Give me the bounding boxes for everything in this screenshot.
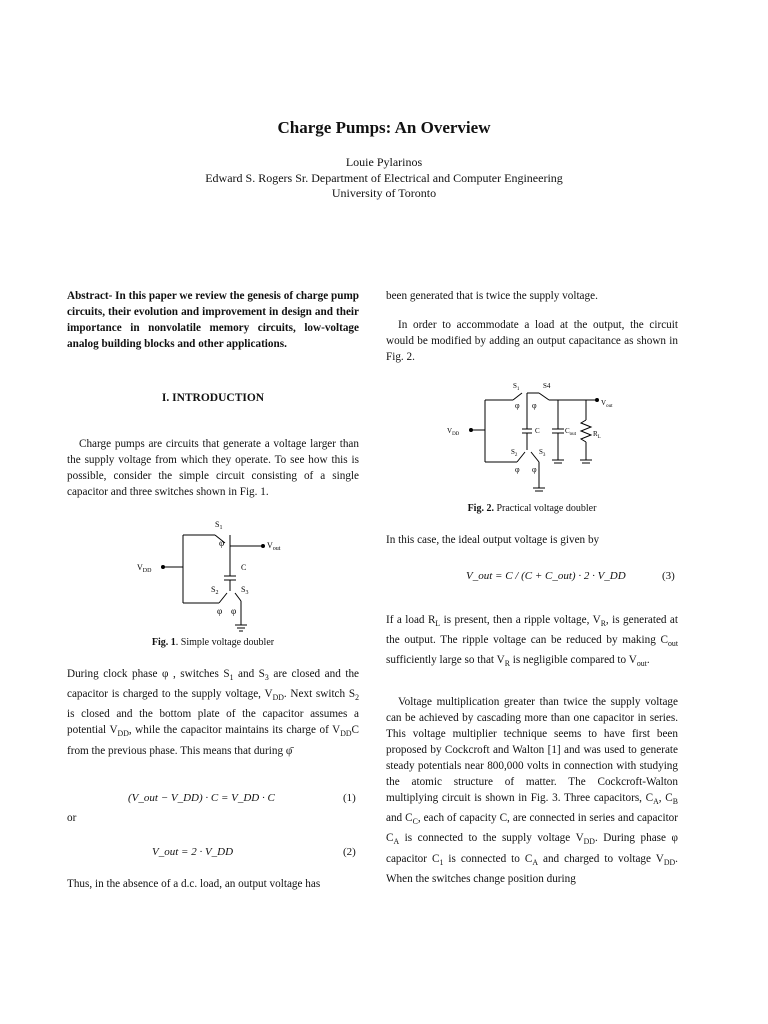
fig1-label-s2: $S_2$ [211,585,219,596]
doubled-voltage-paragraph [67,876,359,892]
fig1-caption-label: Fig. 1 [151,637,176,648]
fig1-label-vout: $V_{out}$ [267,541,281,552]
fig1-label-vdd: $V_{DD}$ [137,563,152,574]
fig1-phi-s1: φ [219,538,225,548]
fig1-switch-s3 [235,593,241,601]
equation-2-number: (2) [343,846,356,858]
equation-3-number: (3) [662,570,675,582]
doubled-voltage-text: Thus, in the absence of a d.c. load, an output voltage has [67,878,321,890]
fig2-label-c: C [535,427,540,435]
figure-1-circuit [135,515,305,635]
equation-3: V_out = C / (C + C_out) · 2 · V_DD [466,570,626,582]
section-introduction-heading: I. INTRODUCTION [161,392,265,404]
fig2-switch-s4 [539,393,549,400]
fig2-resistor-zigzag [581,420,591,442]
or-word: or [67,812,77,824]
multiplication-paragraph: Voltage multiplication greater than twice the supply voltage can be achieved by cascading more than one capacitor in series. This voltage multiplier technique seems to have first been proposed by Cockcroft and Walton [1] and was used to generate steady potentials near 800,000 volts in connection with studying the atomic structure of matter. The Cockcroft-Walton multiplying circuit is shown in Fig. 3. Three capacitors, $C_A$, $C_B$ and $C_C$, each of capacity C, are connected in series and capacitor $C_A$ is connected to the supply voltage $V_{DD}$. During phase φ capacitor $C_1$ is connected to $C_A$ and charged to voltage $V_{DD}$. When the switches change position during [386,696,678,885]
fig2-label-s2: $S_2$ [511,448,518,458]
fig1-vdd-terminal [161,565,165,569]
right-top-text: been generated that is twice the supply voltage. [386,290,598,302]
equation-1-number: (1) [343,792,356,804]
intro-paragraph [67,436,359,500]
fig1-wires [163,535,263,631]
fig2-caption-label: Fig. 2. [467,503,494,514]
paper-title: Charge Pumps: An Overview [277,118,491,137]
fig1-phi-s3: φ [231,606,237,616]
author-name: Louie Pylarinos [345,155,423,169]
fig2-switch-s2 [517,452,525,462]
case-paragraph [386,532,678,548]
clock-phase-paragraph: During clock phase φ , switches $S_1$ and $S_3$ are closed and the capacitor is charged to the supply voltage, $V_{DD}$. Next switch $S_2$ is closed and the bottom plate of the capacitor assumes a potential $V_{DD}$, while the capacitor maintains its charge of $V_{DD}C$ from the previous phase. This means that during φ̄ [67,668,360,757]
fig2-phi-s3: φ [532,465,537,474]
case-text: In this case, the ideal output voltage is given by [386,534,600,546]
right-top-paragraph [386,288,678,304]
fig2-label-s3: $S_3$ [539,448,546,458]
fig2-vout-terminal [595,398,599,402]
fig1-label-s1: $S_1$ [215,520,223,531]
fig2-label-s4: S4 [543,382,551,390]
fig1-label-c: C [241,563,247,572]
fig1-label-s3: $S_3$ [241,585,249,596]
fig2-phi-s2: φ [515,465,520,474]
ripple-paragraph: If a load $R_L$ is present, then a ripple voltage, $V_R$, is generated at the output. The ripple voltage can be reduced by making $C_{out}$ sufficiently large so that $V_R$ is negligible compared to $V_{out}$. [386,614,679,669]
equation-1: (V_out − V_DD) · C = V_DD · C [128,792,275,804]
equation-2: V_out = 2 · V_DD [152,846,234,858]
fig1-switch-s2 [219,593,227,603]
fig2-switch-s3 [531,452,539,462]
figure-2-circuit [445,378,625,498]
fig2-phi-s1: φ [515,401,520,410]
abstract [67,288,359,352]
fig2-switch-s1 [513,393,522,400]
fig2-label-cout: $C_{out}$ [565,427,577,437]
fig2-label-vout: $V_{out}$ [601,399,613,409]
fig2-caption-text: Practical voltage doubler [493,503,597,514]
fig2-label-rl: $R_L$ [593,430,601,440]
fig1-phi-s2: φ [217,606,223,616]
load-text: In order to accommodate a load at the output, the circuit would be modified by adding an output capacitance as shown in Fig. 2. [386,319,678,363]
fig2-phi-s4: φ [532,401,537,410]
fig2-vdd-terminal [469,428,473,432]
load-paragraph [386,317,678,365]
fig1-caption-text: . Simple voltage doubler [175,637,275,648]
author-university: University of Toronto [331,186,437,200]
intro-text: Charge pumps are circuits that generate a voltage larger than the supply voltage from which they operate. To see how this is possible, consider the simple circuit consisting of a single capacitor and three switches shown in Fig. 1. [67,438,359,498]
figure-1-caption [67,637,359,648]
abstract-text: Abstract- In this paper we review the genesis of charge pump circuits, their evolution and improvement in design and their importance in nonvolatile memory circuits, low-voltage analog building blocks and other applications. [67,290,359,350]
figure-2-caption [386,503,678,514]
fig2-label-vdd: $V_{DD}$ [447,427,460,437]
author-department: Edward S. Rogers Sr. Department of Electrical and Computer Engineering [205,171,563,185]
fig2-label-s1: $S_1$ [513,382,520,392]
fig1-vout-terminal [261,544,265,548]
